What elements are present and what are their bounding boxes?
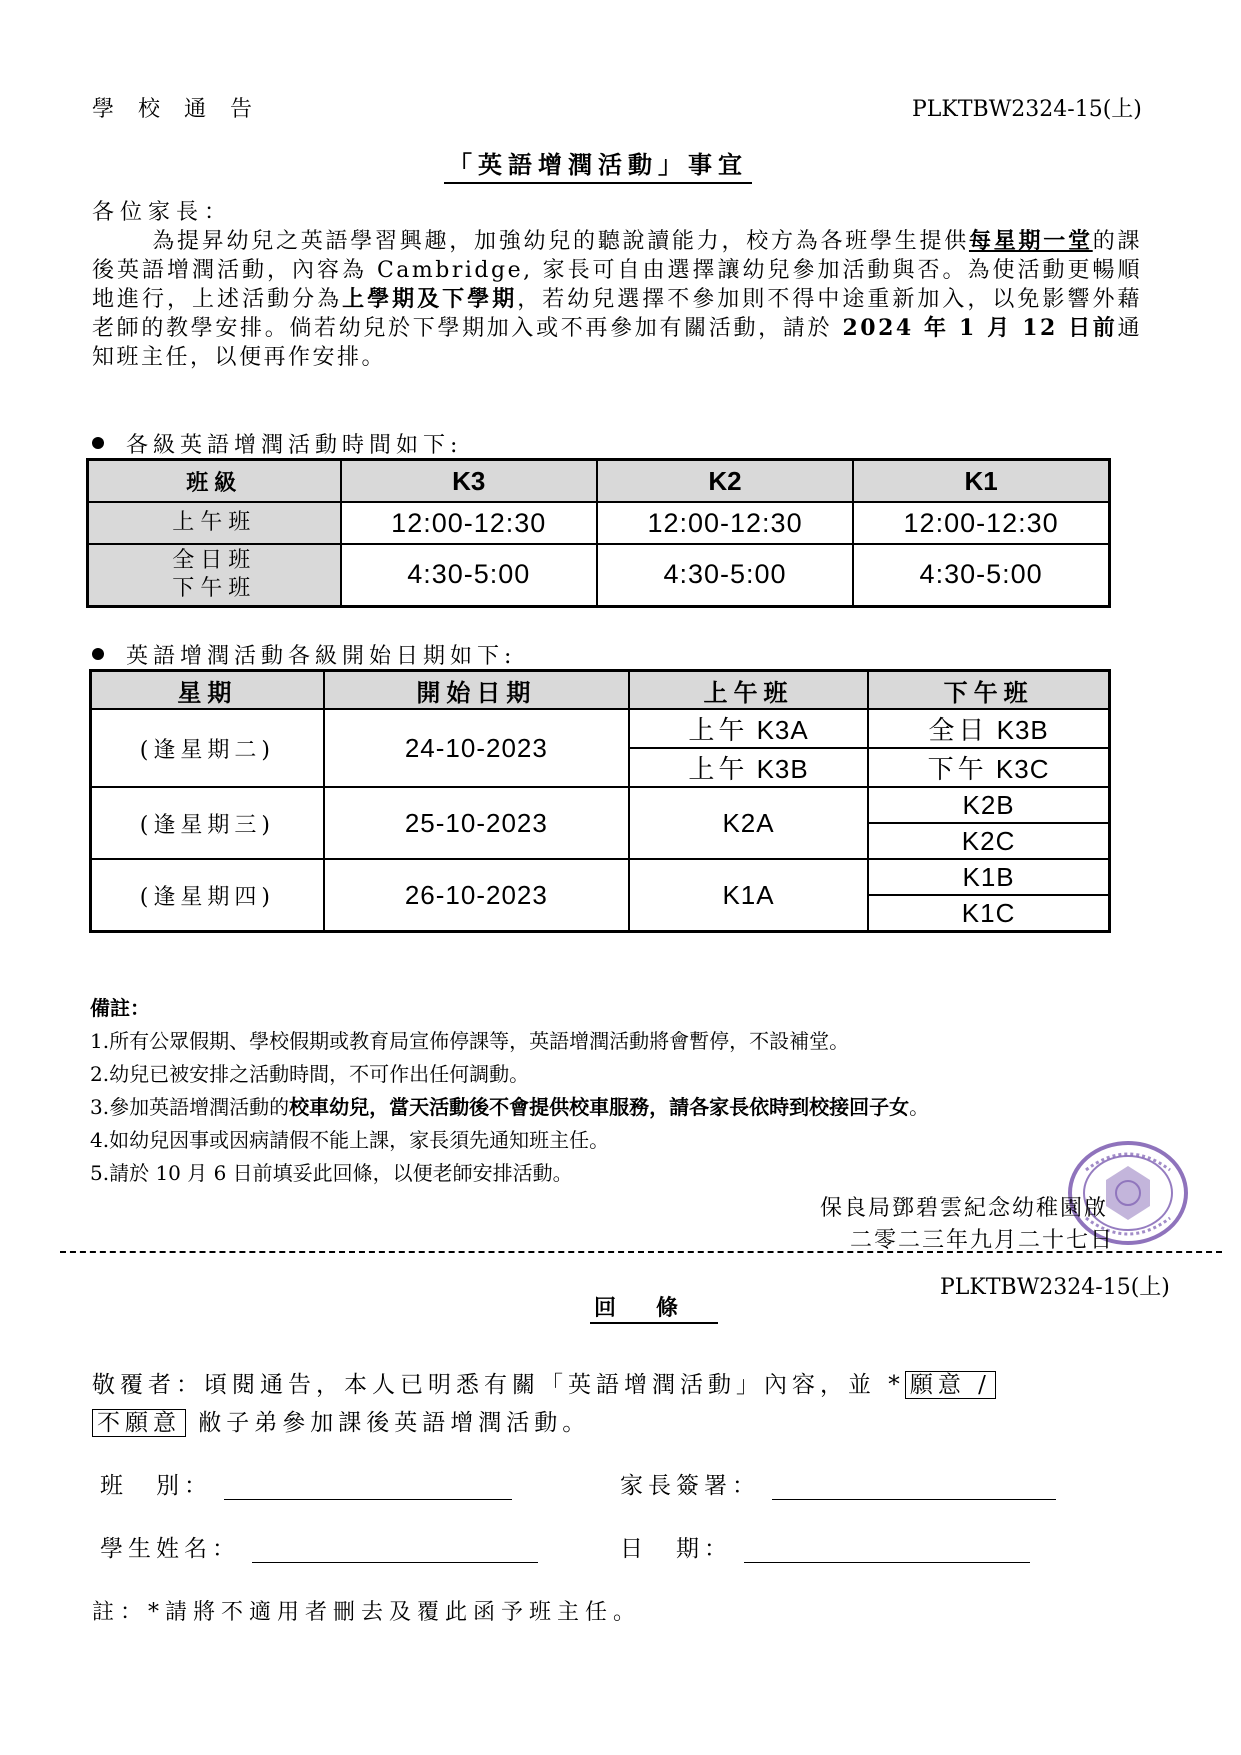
student-name-field	[100, 1530, 538, 1563]
date-label: 日 期：	[620, 1536, 732, 1562]
school-signature: 保良局鄧碧雲紀念幼稚園啟	[820, 1196, 1109, 1221]
date-cell: 24-10-2023	[324, 709, 629, 787]
header-am-class: 上午班	[629, 671, 868, 710]
header-k1: K1	[853, 460, 1109, 503]
class-cell: K1B	[868, 859, 1109, 895]
body-bold-weekly: 每星期一堂	[968, 228, 1093, 254]
time-cell: 4:30-5:00	[853, 544, 1109, 606]
class-cell: K1C	[868, 895, 1109, 932]
time-cell: 12:00-12:30	[853, 502, 1109, 544]
remarks	[90, 992, 929, 1190]
remark-text: 。	[909, 1095, 930, 1119]
remark-text: 3.參加英語增潤活動的	[90, 1095, 290, 1119]
schedule-heading-text: 各級英語增潤活動時間如下:	[126, 433, 463, 458]
body-text-1: 為提昇幼兒之英語學習興趣，加強幼兒的聽說讀能力，校方為各班學生提供	[152, 229, 969, 254]
session-label: 下午	[927, 755, 988, 785]
student-name-line[interactable]	[252, 1562, 538, 1563]
issue-date: 二零二三年九月二十七日	[850, 1228, 1115, 1253]
class-code: K3A	[756, 715, 809, 745]
day-cell: (逢星期三)	[91, 787, 324, 859]
remark-bold-text: 校車幼兒，當天活動後不會提供校車服務，請各家長依時到校接回子女	[289, 1095, 910, 1119]
date-field	[620, 1530, 1030, 1563]
class-cell	[868, 748, 1109, 787]
body-text-5: ，若幼兒選擇不參加則不得中途重新加入，以免影響外藉老師的教學安排。倘若幼兒於下學期加入或不再參加有關活動，請於	[92, 287, 1142, 341]
time-cell: 12:00-12:30	[597, 502, 853, 544]
header-pm-class: 下午班	[868, 671, 1109, 710]
day-cell: (逢星期四)	[91, 859, 324, 932]
parent-signature-line[interactable]	[772, 1499, 1056, 1500]
class-cell	[868, 709, 1109, 748]
remark-item: 5.請於 10 月 6 日前填妥此回條，以便老師安排活動。	[90, 1161, 573, 1185]
table-row	[91, 859, 1110, 895]
reply-ref-code: PLKTBW2324-15(上)	[940, 1275, 1170, 1300]
remark-item: 1.所有公眾假期、學校假期或教育局宣佈停課等，英語增潤活動將會暫停，不設補堂。	[90, 1029, 850, 1053]
class-cell: K2C	[868, 823, 1109, 859]
date-cell: 26-10-2023	[324, 859, 629, 932]
class-cell: K1A	[629, 859, 868, 932]
class-cell	[629, 709, 868, 748]
remarks-title: 備註：	[90, 996, 150, 1020]
bullet-icon	[92, 437, 104, 449]
header-start-date: 開始日期	[324, 671, 629, 710]
remark-item: 2.幼兒已被安排之活動時間，不可作出任何調動。	[90, 1062, 530, 1086]
table-row	[91, 709, 1110, 748]
session-label: 上午	[688, 755, 749, 785]
date-cell: 25-10-2023	[324, 787, 629, 859]
remark-item	[90, 1091, 929, 1124]
body-bold-deadline: 2024 年 1 月 12 日前	[832, 315, 1118, 341]
option-unwilling[interactable]: 不願意	[92, 1409, 186, 1437]
table-row	[88, 502, 1110, 544]
class-cell	[629, 748, 868, 787]
reply-text: 敬覆者：頃閱通告，本人已明悉有關「英語增潤活動」內容，並 *	[92, 1372, 905, 1398]
cut-line	[60, 1251, 1222, 1253]
reply-text: 敝子弟參加課後英語增潤活動。	[186, 1410, 591, 1436]
header-day: 星期	[91, 671, 324, 710]
table-header-row	[88, 460, 1110, 503]
header-class: 班級	[88, 460, 341, 503]
reply-statement	[92, 1366, 1152, 1442]
row-label-afternoon: 下午班	[172, 575, 257, 601]
start-dates-table	[89, 669, 1111, 933]
body-text-3: 的課後英語增潤活動，內容為 Cambridge, 家長可自由選擇讓幼兒參加活動與否。為使活動更暢順地進行，上述活動分為	[92, 229, 1142, 312]
day-cell: (逢星期二)	[91, 709, 324, 787]
date-input-line[interactable]	[744, 1562, 1030, 1563]
session-label: 全日	[928, 716, 989, 746]
student-name-label: 學生姓名：	[100, 1536, 240, 1562]
salutation: 各位家長：	[92, 200, 233, 225]
document-title: 「英語增潤活動」事宜	[444, 145, 752, 184]
class-input-line[interactable]	[224, 1499, 512, 1500]
class-cell: K2B	[868, 787, 1109, 823]
remark-item: 4.如幼兒因事或因病請假不能上課，家長須先通知班主任。	[90, 1128, 610, 1152]
table-row	[88, 544, 1110, 606]
body-text-7: 通知班主任，以便再作安排。	[92, 316, 1142, 370]
header-k3: K3	[341, 460, 597, 503]
class-code: K3C	[995, 754, 1050, 784]
body-bold-terms: 上學期及下學期	[342, 286, 518, 312]
session-label: 上午	[688, 716, 749, 746]
class-code: K3B	[756, 754, 809, 784]
start-dates-heading-text: 英語增潤活動各級開始日期如下:	[126, 644, 517, 669]
schedule-table	[86, 458, 1111, 608]
bullet-icon	[92, 648, 104, 660]
option-willing[interactable]: 願意 /	[905, 1371, 996, 1399]
reply-footnote: 註：*請將不適用者刪去及覆此函予班主任。	[92, 1600, 642, 1625]
row-label-pm	[88, 544, 341, 606]
time-cell: 4:30-5:00	[341, 544, 597, 606]
class-code: K3B	[996, 715, 1049, 745]
schedule-heading	[92, 428, 462, 459]
table-header-row	[91, 671, 1110, 710]
parent-signature-field	[620, 1467, 1056, 1500]
reply-slip-title: 回條	[590, 1291, 718, 1324]
row-label-fullday: 全日班	[172, 547, 257, 573]
class-label: 班 別：	[100, 1473, 212, 1499]
class-cell: K2A	[629, 787, 868, 859]
table-row	[91, 787, 1110, 823]
start-dates-heading	[92, 639, 516, 670]
time-cell: 12:00-12:30	[341, 502, 597, 544]
letter-body	[92, 227, 1142, 372]
ref-code: PLKTBW2324-15(上)	[912, 97, 1142, 122]
notice-label: 學校通告	[92, 97, 277, 122]
header-k2: K2	[597, 460, 853, 503]
time-cell: 4:30-5:00	[597, 544, 853, 606]
class-field	[100, 1467, 512, 1500]
row-label-am: 上午班	[88, 502, 341, 544]
parent-signature-label: 家長簽署：	[620, 1473, 760, 1499]
